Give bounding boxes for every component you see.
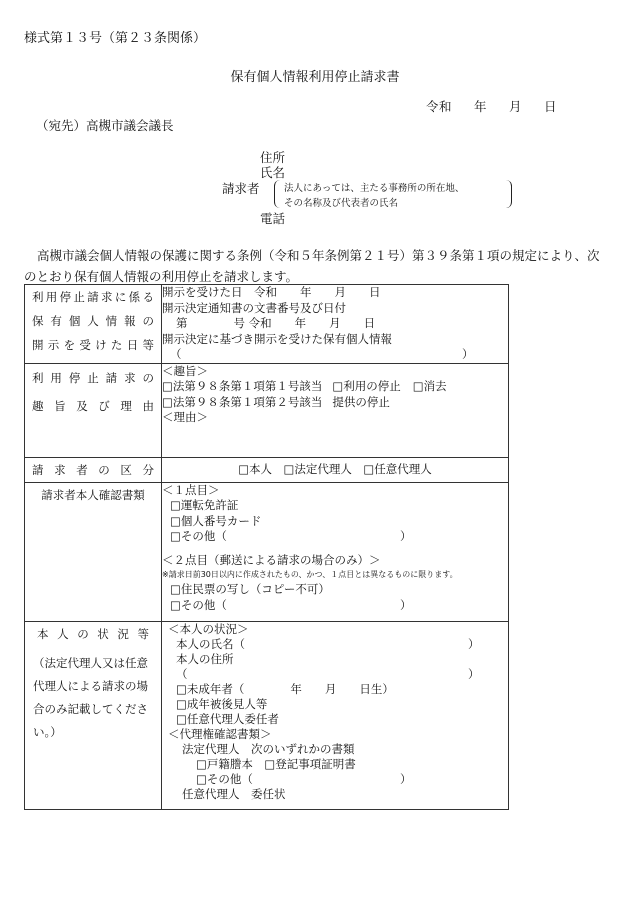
purpose-option-stop-provision: 提供の停止 <box>332 394 390 409</box>
identity-first-heading: ＜１点目＞ <box>162 482 220 497</box>
principal-name-field[interactable] <box>168 637 502 652</box>
requester-label: 請求者 <box>222 181 260 196</box>
requester-phone-label: 電話 <box>260 211 286 226</box>
addressee: （宛先）高槻市議会議長 <box>36 118 174 133</box>
requester-note-line1: 法人にあっては、主たる事務所の所在地、 <box>284 183 465 194</box>
disclosure-notice-heading: 開示決定通知書の文書番号及び日付 <box>162 300 346 315</box>
purpose-label-2: 趣旨及び理由 <box>32 398 154 413</box>
principal-address-label: 本人の住所 <box>176 651 234 666</box>
principal-delegator[interactable]: □任意代理人委任者 <box>176 711 279 726</box>
identity-resident-record[interactable]: □住民票の写し（コピー不可） <box>170 582 330 596</box>
disclosure-label-1: 利用停止請求に係る <box>32 290 154 304</box>
principal-address-close: ） <box>468 666 480 681</box>
disclosure-info-close: ） <box>462 347 474 361</box>
principal-label-sub-2: 代理人による請求の場 <box>33 678 148 693</box>
intro-paragraph: 高槻市議会個人情報の保護に関する条例（令和５年条例第２１号）第３９条第１項の規定により、次のとおり保有個人情報の利用停止を請求します。 <box>24 248 600 284</box>
principal-status-heading: ＜本人の状況＞ <box>168 621 249 636</box>
purpose-reason-heading: ＜理由＞ <box>162 410 208 424</box>
disclosure-label <box>25 285 162 364</box>
purpose-label-1: 利用停止請求の <box>32 370 154 385</box>
proxy-other-field[interactable] <box>168 772 502 787</box>
disclosure-info-open: （ <box>170 347 182 361</box>
category-options[interactable] <box>162 457 509 482</box>
principal-name-close: ） <box>468 636 480 651</box>
row-identity-docs <box>25 482 509 621</box>
principal-address-open: （ <box>176 666 188 681</box>
identity-my-number-card[interactable]: □個人番号カード <box>170 513 262 528</box>
identity-docs-content <box>162 482 509 621</box>
purpose-option-1[interactable]: □法第９８条第１項第１号該当 <box>162 379 323 393</box>
category-options-text[interactable]: □本人 □法定代理人 □任意代理人 <box>238 461 432 476</box>
requester-address-label: 住所 <box>260 150 286 165</box>
proxy-voluntary: 任意代理人 委任状 <box>182 786 286 801</box>
principal-label-sub-4: い。） <box>33 724 62 739</box>
proxy-legal-heading: 法定代理人 次のいずれかの書類 <box>182 741 355 756</box>
principal-minor[interactable]: □未成年者（ 年 月 日生） <box>176 681 394 696</box>
requester-name-label: 氏名 <box>260 165 286 180</box>
purpose-heading: ＜趣旨＞ <box>162 363 208 378</box>
disclosure-info-field[interactable] <box>162 347 508 363</box>
identity-second-heading: ＜２点目（郵送による請求の場合のみ）＞ <box>162 552 381 567</box>
purpose-option-2[interactable]: □法第９８条第１項第２号該当 <box>162 394 323 409</box>
identity-other-2-close: ） <box>400 597 412 612</box>
purpose-option-stop-use[interactable]: □利用の停止 <box>332 379 401 393</box>
disclosure-content[interactable] <box>162 285 509 364</box>
page-title: 保有個人情報利用停止請求書 <box>230 70 400 85</box>
proxy-other-close: ） <box>400 771 412 786</box>
row-principal <box>25 621 509 809</box>
principal-label <box>25 621 162 809</box>
identity-docs-label <box>25 482 162 621</box>
disclosure-label-3: 開示を受けた日等 <box>32 338 154 352</box>
principal-label-sub-1: （法定代理人又は任意 <box>33 655 148 670</box>
category-label <box>25 457 162 482</box>
request-form-table <box>24 284 509 810</box>
date-era: 令和 <box>426 99 453 114</box>
principal-label-main: 本人の状況等 <box>37 626 149 641</box>
purpose-content <box>162 363 509 457</box>
date-year: 年 <box>474 99 488 114</box>
purpose-label <box>25 363 162 457</box>
purpose-option-erase[interactable]: □消去 <box>412 379 447 393</box>
proxy-other-text: □その他（ <box>196 771 253 786</box>
principal-adult-ward[interactable]: □成年被後見人等 <box>176 696 268 711</box>
principal-address-field[interactable] <box>168 667 502 682</box>
disclosure-label-2: 保有個人情報の <box>32 314 154 328</box>
category-label-text: 請求者の区分 <box>32 462 154 477</box>
date-month: 月 <box>509 99 523 114</box>
row-category <box>25 457 509 482</box>
disclosure-notice-number: 第 号 令和 年 月 日 <box>176 316 376 330</box>
identity-other-1-text: □その他（ <box>170 529 227 543</box>
identity-second-note: ※請求日前30日以内に作成されたもの、かつ、１点目とは異なるものに限ります。 <box>162 570 458 579</box>
identity-other-1-close: ） <box>400 529 412 543</box>
identity-other-2[interactable] <box>162 598 508 614</box>
date-day: 日 <box>544 99 558 114</box>
row-disclosure <box>25 285 509 364</box>
identity-other-2-text: □その他（ <box>170 597 227 612</box>
form-number: 様式第１３号（第２３条関係） <box>24 31 207 46</box>
disclosure-date: 開示を受けた日 令和 年 月 日 <box>162 285 381 299</box>
row-purpose <box>25 363 509 457</box>
request-date <box>426 97 557 115</box>
identity-docs-label-text: 請求者本人確認書類 <box>41 487 145 502</box>
disclosure-info-heading: 開示決定に基づき開示を受けた保有個人情報 <box>162 331 392 346</box>
principal-name-text: 本人の氏名（ <box>176 636 245 651</box>
requester-note-line2: その名称及び代表者の氏名 <box>284 198 399 209</box>
proxy-docs-heading: ＜代理権確認書類＞ <box>168 726 272 741</box>
principal-label-sub-3: 合のみ記載してくださ <box>33 701 148 716</box>
identity-other-1[interactable] <box>162 529 508 545</box>
principal-content <box>162 621 509 809</box>
identity-drivers-license[interactable]: □運転免許証 <box>170 498 239 512</box>
proxy-legal-options[interactable]: □戸籍謄本 □登記事項証明書 <box>196 756 356 771</box>
